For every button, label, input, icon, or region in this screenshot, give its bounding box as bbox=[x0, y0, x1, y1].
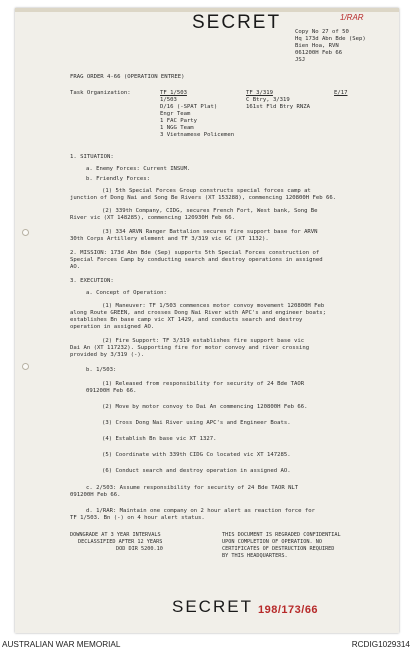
secret-stamp-top: SECRET bbox=[192, 12, 282, 33]
task-org-col2-1: C Btry, 3/319 bbox=[246, 97, 290, 103]
task-org-col1-0: TF 1/503 bbox=[160, 90, 187, 96]
footer-credit: AUSTRALIAN WAR MEMORIAL bbox=[2, 640, 121, 649]
body-line: (2) Move by motor convoy to Dai An commencing 120800H Feb 66. bbox=[102, 404, 308, 410]
body-line: 30th Corps Artillery element and TF 3/319 vic GC (XT 1132). bbox=[70, 236, 269, 242]
handwritten-unit-note: 1/RAR bbox=[340, 13, 364, 22]
downgrade-line: DECLASSIFIED AFTER 12 YEARS bbox=[78, 539, 163, 545]
body-line: (5) Coordinate with 339th CIDG Co located vic XT 147285. bbox=[102, 452, 291, 458]
body-line: 091200H Feb 66. bbox=[86, 388, 137, 394]
dtg-line: 061200H Feb 66 bbox=[295, 50, 343, 56]
initials-line: JSJ bbox=[295, 57, 306, 63]
task-org-col2-0: TF 3/319 bbox=[246, 90, 273, 96]
downgrade-line: DOD DIR 5200.10 bbox=[116, 546, 163, 552]
destruction-line: THIS DOCUMENT IS REGRADED CONFIDENTIAL bbox=[222, 532, 341, 538]
body-line: TF 1/503. Bn (-) on 4 hour alert status. bbox=[70, 515, 205, 521]
body-line: b. 1/503: bbox=[86, 367, 117, 373]
destruction-line: BY THIS HEADQUARTERS. bbox=[222, 553, 288, 559]
body-line: (2) Fire Support: TF 3/319 establishes fire support base vic bbox=[102, 338, 305, 344]
frag-order-title: FRAG ORDER 4-66 (OPERATION ENTREE) bbox=[70, 74, 185, 80]
body-line: a. Enemy Forces: Current INSUM. bbox=[86, 166, 191, 172]
body-line: provided by 3/319 (-). bbox=[70, 352, 145, 358]
task-org-col1-3: Engr Team bbox=[160, 111, 191, 117]
body-line: (1) Maneuver: TF 1/503 commences motor convoy movement 120800H Feb bbox=[102, 303, 325, 309]
punch-hole bbox=[22, 363, 29, 370]
body-line: b. Friendly Forces: bbox=[86, 176, 150, 182]
task-org-col1-1: 1/503 bbox=[160, 97, 177, 103]
hq-line: Hq 173d Abn Bde (Sep) bbox=[295, 36, 366, 42]
body-line: (3) 334 ARVN Ranger Battalion secures fire support base for ARVN bbox=[102, 229, 318, 235]
body-line: (3) Cross Dong Nai River using APC's and Engineer Boats. bbox=[102, 420, 291, 426]
body-line: River vic (XT 148285), commencing 120930H Feb 66. bbox=[70, 215, 236, 221]
footer-record-id: RCDIG1029314 bbox=[351, 640, 410, 649]
task-org-col1-4: 1 FAC Party bbox=[160, 118, 198, 124]
destruction-line: CERTIFICATES OF DESTRUCTION REQUIRED bbox=[222, 546, 335, 552]
task-org-col1-2: D/16 (-SPAT Plat) bbox=[160, 104, 218, 110]
body-line: (1) Released from responsibility for security of 24 Bde TAOR bbox=[102, 381, 305, 387]
body-line: a. Concept of Operation: bbox=[86, 290, 167, 296]
body-line: junction of Dong Nai and Song Be Rivers (XT 153288), commencing 120800H Feb 66. bbox=[70, 195, 337, 201]
copy-number: Copy No 27 of 50 bbox=[295, 29, 349, 35]
body-line: Dai An (XT 117232). Supporting fire for motor convoy and river crossing bbox=[70, 345, 310, 351]
body-line: d. 1/RAR: Maintain one company on 2 hour alert as reaction force for bbox=[86, 508, 316, 514]
body-line: Special Forces Camp by conducting search and destroy operations in assigned bbox=[70, 257, 323, 263]
body-line: (2) 339th Company, CIDG, secures French Fort, West bank, Song Be bbox=[102, 208, 318, 214]
body-line: c. 2/503: Assume responsibility for security of 24 Bde TAOR NLT bbox=[86, 485, 299, 491]
body-line: establishes Bn base camp vic XT 1429, and conducts search and destroy bbox=[70, 317, 303, 323]
task-org-col2-2: 161st Fld Btry RNZA bbox=[246, 104, 310, 110]
body-line: 1. SITUATION: bbox=[70, 154, 114, 160]
destruction-line: UPON COMPLETION OF OPERATION. NO bbox=[222, 539, 322, 545]
downgrade-line: DOWNGRADE AT 3 YEAR INTERVALS bbox=[70, 532, 161, 538]
body-line: 3. EXECUTION: bbox=[70, 278, 114, 284]
body-line: (4) Establish Bn base vic XT 1327. bbox=[102, 436, 217, 442]
body-line: operation in assigned AO. bbox=[70, 324, 155, 330]
task-org-col3-0: E/17 bbox=[334, 90, 348, 96]
body-line: 091200H Feb 66. bbox=[70, 492, 121, 498]
location-line: Bien Hoa, RVN bbox=[295, 43, 339, 49]
body-line: along Route GREEN, and crosses Dong Nai River with APC's and engineer boats; bbox=[70, 310, 326, 316]
task-org-label: Task Organization: bbox=[70, 90, 131, 96]
secret-stamp-bottom: SECRET bbox=[172, 597, 253, 616]
body-line: (6) Conduct search and destroy operation in assigned AO. bbox=[102, 468, 291, 474]
punch-hole bbox=[22, 229, 29, 236]
body-line: (1) 5th Special Forces Group constructs special forces camp at bbox=[102, 188, 311, 194]
task-org-col1-6: 3 Vietnamese Policemen bbox=[160, 132, 235, 138]
task-org-col1-5: 1 NGG Team bbox=[160, 125, 194, 131]
body-line: 2. MISSION: 173d Abn Bde (Sep) supports 5th Special Forces construction of bbox=[70, 250, 320, 256]
reference-number: 198/173/66 bbox=[258, 604, 319, 616]
body-line: AO. bbox=[70, 264, 81, 270]
